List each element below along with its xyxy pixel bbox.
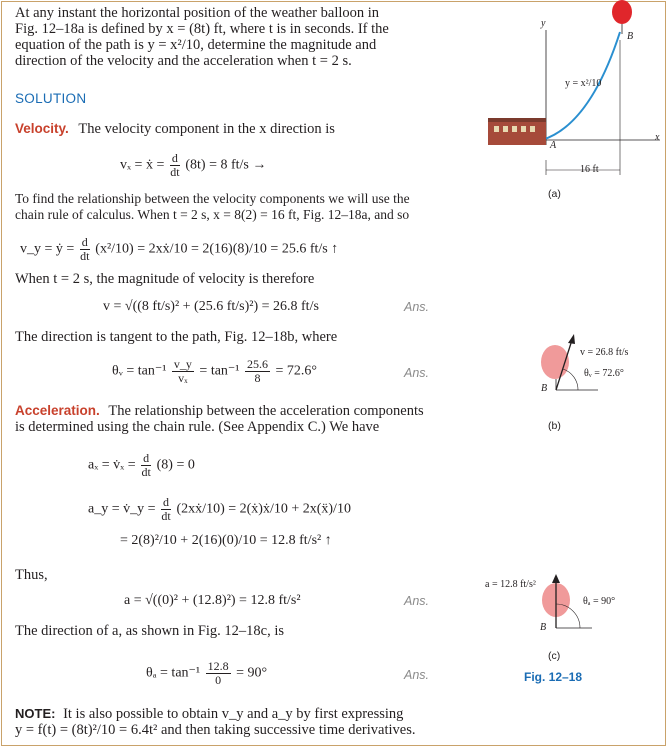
eq-ay-right: (2xẋ/10) = 2(ẋ)ẋ/10 + 2x(ẍ)/10 xyxy=(176,501,351,517)
ans-acceleration-direction: Ans. xyxy=(404,668,430,682)
fig-a-y-label: y xyxy=(541,18,546,29)
fig-c-acceleration-label: a = 12.8 ft/s² xyxy=(485,579,536,590)
solution-heading: SOLUTION xyxy=(15,91,87,106)
velocity-para-line-1: To find the relationship between the velocity components we will use the xyxy=(15,191,410,206)
eq-ax-frac xyxy=(141,452,151,479)
problem-line-1: At any instant the horizontal position of the weather balloon in xyxy=(15,5,380,21)
fig-a-a-label: A xyxy=(550,140,557,151)
eq-vy-frac-den: dt xyxy=(80,249,90,263)
eq-ax-frac-den: dt xyxy=(141,465,151,479)
eq-theta-v-frac2 xyxy=(245,358,270,385)
eq-theta-v-right: = 72.6° xyxy=(275,363,318,379)
velocity-direction-text: The direction is tangent to the path, Fig. 12–18b, where xyxy=(15,329,338,345)
eq-theta-a-frac xyxy=(206,660,231,687)
fig-a-balloon xyxy=(612,0,632,24)
fig-c-caption: (c) xyxy=(548,650,561,662)
eq-vx-right: (8t) = 8 ft/s → xyxy=(185,157,267,173)
eq-ax-left: aₓ = v̇ₓ = xyxy=(88,457,136,473)
eq-vy-frac-num: d xyxy=(81,235,88,249)
acceleration-thus: Thus, xyxy=(15,567,48,583)
eq-theta-v-frac1 xyxy=(172,358,194,385)
eq-ay-frac-num: d xyxy=(163,495,170,509)
eq-theta-a-left: θₐ = tan⁻¹ xyxy=(146,665,201,681)
fig-a-curve-label: y = x²/10 xyxy=(565,78,602,89)
acceleration-intro-line-2: is determined using the chain rule. (See Appendix C.) We have xyxy=(15,419,380,435)
eq-theta-v xyxy=(112,358,317,385)
note-label: NOTE: xyxy=(15,706,56,721)
eq-theta-v-frac1-num: v_y xyxy=(173,357,192,371)
eq-vx xyxy=(120,152,266,179)
fig-b-velocity-arrowhead xyxy=(568,334,575,344)
problem-line-3: equation of the path is y = x²/10, determine the magnitude and xyxy=(15,37,377,53)
fig-b-caption: (b) xyxy=(548,420,561,432)
eq-vy xyxy=(20,236,338,263)
eq-theta-v-left: θᵥ = tan⁻¹ xyxy=(112,363,167,379)
fig-a-b-label: B xyxy=(627,31,634,42)
eq-ax-frac-num: d xyxy=(143,451,150,465)
acceleration-intro-text: The relationship between the acceleration components xyxy=(108,403,424,419)
ans-velocity-direction: Ans. xyxy=(404,366,430,380)
fig-b-theta-label: θᵥ = 72.6° xyxy=(584,368,624,379)
eq-ay xyxy=(88,496,351,523)
velocity-intro-text: The velocity component in the x direction is xyxy=(78,121,335,137)
eq-theta-a xyxy=(146,660,267,687)
figure-a xyxy=(470,0,665,200)
eq-theta-v-frac2-den: 8 xyxy=(254,371,261,385)
eq-ax xyxy=(88,452,195,479)
problem-line-2: Fig. 12–18a is defined by x = (8t) ft, where t is in seconds. If the xyxy=(15,21,389,37)
eq-a-magnitude: a = √((0)² + (12.8)²) = 12.8 ft/s² xyxy=(124,593,301,608)
eq-vx-frac-den: dt xyxy=(170,165,180,179)
fig-a-dimension-label: 16 ft xyxy=(580,164,599,175)
eq-vy-frac xyxy=(80,236,90,263)
velocity-when-text: When t = 2 s, the magnitude of velocity is therefore xyxy=(15,271,315,287)
fig-b-velocity-label: v = 26.8 ft/s xyxy=(580,347,629,358)
ans-acceleration-magnitude: Ans. xyxy=(404,594,430,608)
fig-a-x-label: x xyxy=(655,132,660,143)
eq-v-magnitude: v = √((8 ft/s)² + (25.6 ft/s)²) = 26.8 ft/s xyxy=(103,299,319,314)
note-line-2: y = f(t) = (8t)²/10 = 6.4t² and then taking successive time derivatives. xyxy=(15,722,416,738)
eq-vx-left: vₓ = ẋ = xyxy=(120,157,165,173)
eq-ay-line-2: = 2(8)²/10 + 2(16)(0)/10 = 12.8 ft/s² ↑ xyxy=(120,533,332,548)
eq-theta-a-right: = 90° xyxy=(236,665,268,681)
fig-a-caption: (a) xyxy=(548,188,561,200)
figure-label: Fig. 12–18 xyxy=(524,670,583,684)
eq-theta-v-frac1-den: vₓ xyxy=(178,371,188,385)
fig-b-point-label: B xyxy=(541,383,548,394)
eq-ay-frac xyxy=(161,496,171,523)
eq-theta-a-frac-num: 12.8 xyxy=(207,659,229,673)
fig-a-building xyxy=(488,120,546,145)
eq-ay-frac-den: dt xyxy=(161,509,171,523)
eq-ax-right: (8) = 0 xyxy=(156,457,195,473)
eq-vy-left: v_y = ẏ = xyxy=(20,241,75,257)
eq-vy-right: (x²/10) = 2xẋ/10 = 2(16)(8)/10 = 25.6 ft/s ↑ xyxy=(95,241,339,257)
eq-ay-left: a_y = v̇_y = xyxy=(88,501,156,517)
fig-c-acceleration-arrowhead xyxy=(552,574,560,583)
eq-theta-a-frac-den: 0 xyxy=(215,673,222,687)
velocity-para-line-2: chain rule of calculus. When t = 2 s, x = 8(2) = 16 ft, Fig. 12–18a, and so xyxy=(15,207,410,222)
fig-c-theta-label: θₐ = 90° xyxy=(583,596,616,607)
eq-vx-frac xyxy=(170,152,180,179)
eq-theta-v-mid: = tan⁻¹ xyxy=(199,363,240,379)
ans-velocity-magnitude: Ans. xyxy=(404,300,430,314)
velocity-intro xyxy=(15,120,335,138)
note-text-1: It is also possible to obtain v_y and a_y by first expressing xyxy=(63,706,404,722)
acceleration-heading: Acceleration. xyxy=(15,403,100,418)
eq-vx-frac-num: d xyxy=(171,151,178,165)
eq-theta-v-frac2-num: 25.6 xyxy=(247,357,269,371)
acceleration-direction-text: The direction of a, as shown in Fig. 12–18c, is xyxy=(15,623,285,639)
velocity-heading: Velocity. xyxy=(15,121,69,136)
fig-c-point-label: B xyxy=(540,622,547,633)
problem-line-4: direction of the velocity and the acceleration when t = 2 s. xyxy=(15,53,352,69)
